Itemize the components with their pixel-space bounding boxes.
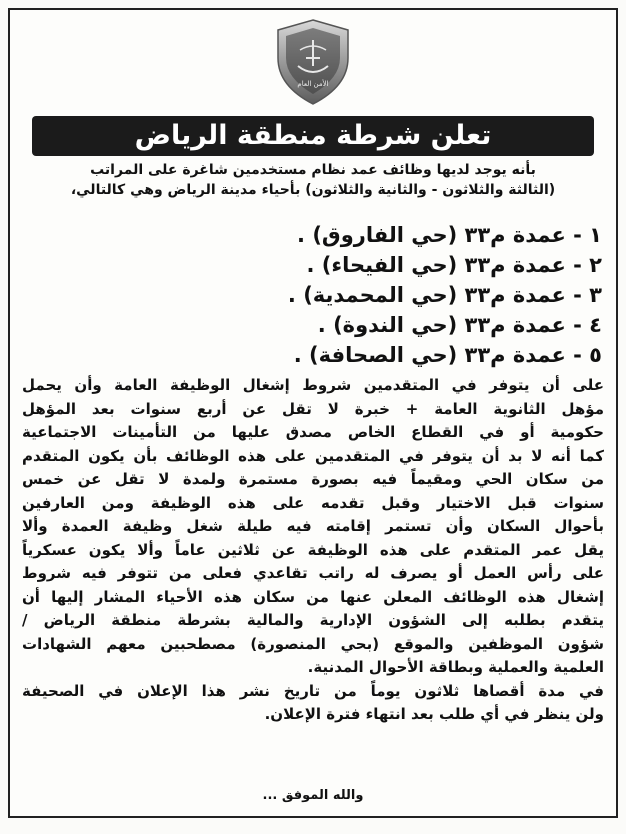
body-line: مؤهل الثانوية العامة + خبرة لا تقل عن أربع سنوات بعد المؤهل	[22, 399, 604, 418]
logo-caption: الأمن العام	[297, 80, 329, 88]
title-banner	[32, 116, 594, 156]
body-line: على أن يتوفر في المتقدمين شروط إشغال الوظيفة العامة وأن يحمل	[22, 376, 604, 394]
list-item: ٢ - عمدة م٣٣ (حي الفيحاء) .	[306, 253, 602, 277]
body-line: من سكان الحي ومقيماً فيه بصورة مستمرة ولمدة لا تقل عن خمس	[22, 470, 604, 488]
body-line: حكومية أو في القطاع الخاص مصدق عليها من التأمينات الاجتماعية	[22, 423, 604, 441]
logo-area	[10, 16, 616, 108]
body-line: العلمية والعملية وبطاقة الأحوال المدنية.	[307, 658, 604, 676]
body-line: سنوات قبل الاختيار وقبل تقدمه على هذه الوظيفة ومن العارفين	[22, 493, 604, 512]
intro-line: (الثالثة والثلاثون - والثانية والثلاثون) بأحياء مدينة الرياض وهي كالتالي،	[70, 182, 556, 198]
list-item: ١ - عمدة م٣٣ (حي الفاروق) .	[297, 223, 602, 247]
body-line: ولن ينظر في أي طلب بعد انتهاء فترة الإعلان.	[264, 705, 604, 723]
positions-list	[32, 220, 602, 370]
announcement-page	[8, 8, 618, 818]
body-line: كما أنه لا بد أن يتوفر في المتقدمين على هذه الوظائف بأن يكون المتقدم	[22, 446, 604, 465]
conditions-text	[22, 374, 604, 727]
police-emblem-icon	[268, 16, 358, 108]
list-item: ٥ - عمدة م٣٣ (حي الصحافة) .	[293, 343, 602, 367]
page-title: تعلن شرطة منطقة الرياض	[134, 120, 492, 151]
body-line: إشغال هذه الوظائف المعلن عنها من سكان هذه الأحياء المشار إليها أن	[22, 587, 604, 606]
body-line: على رأس العمل أو يصرف له راتب تقاعدي فعلى من تتوفر فيه شروط	[22, 564, 604, 582]
closing-text: والله الموفق ...	[262, 788, 364, 803]
body-line: يقل عمر المتقدم على هذه الوظيفة عن ثلاثين عاماً وألا يكون عسكرياً	[22, 540, 604, 559]
body-line: شؤون الموظفين والموقع (بحي المنصورة) مصطحبين معهم الشهادات	[22, 634, 604, 653]
body-line: في مدة أقصاها ثلاثون يوماً من تاريخ نشر هذا الإعلان في الصحيفة	[22, 681, 604, 700]
intro-line: بأنه يوجد لديها وظائف عمد نظام مستخدمين شاغرة على المراتب	[90, 162, 536, 178]
body-line: بأحوال السكان وأن تستمر إقامته فيه طيلة شغل وظيفة العمدة وألا	[22, 517, 604, 535]
list-item: ٣ - عمدة م٣٣ (حي المحمدية) .	[287, 283, 602, 307]
list-item: ٤ - عمدة م٣٣ (حي الندوة) .	[317, 313, 602, 337]
intro-text	[32, 160, 594, 200]
body-line: يتقدم بطلبه إلى الشؤون الإدارية والمالية بشرطة منطقة الرياض /	[22, 611, 604, 629]
